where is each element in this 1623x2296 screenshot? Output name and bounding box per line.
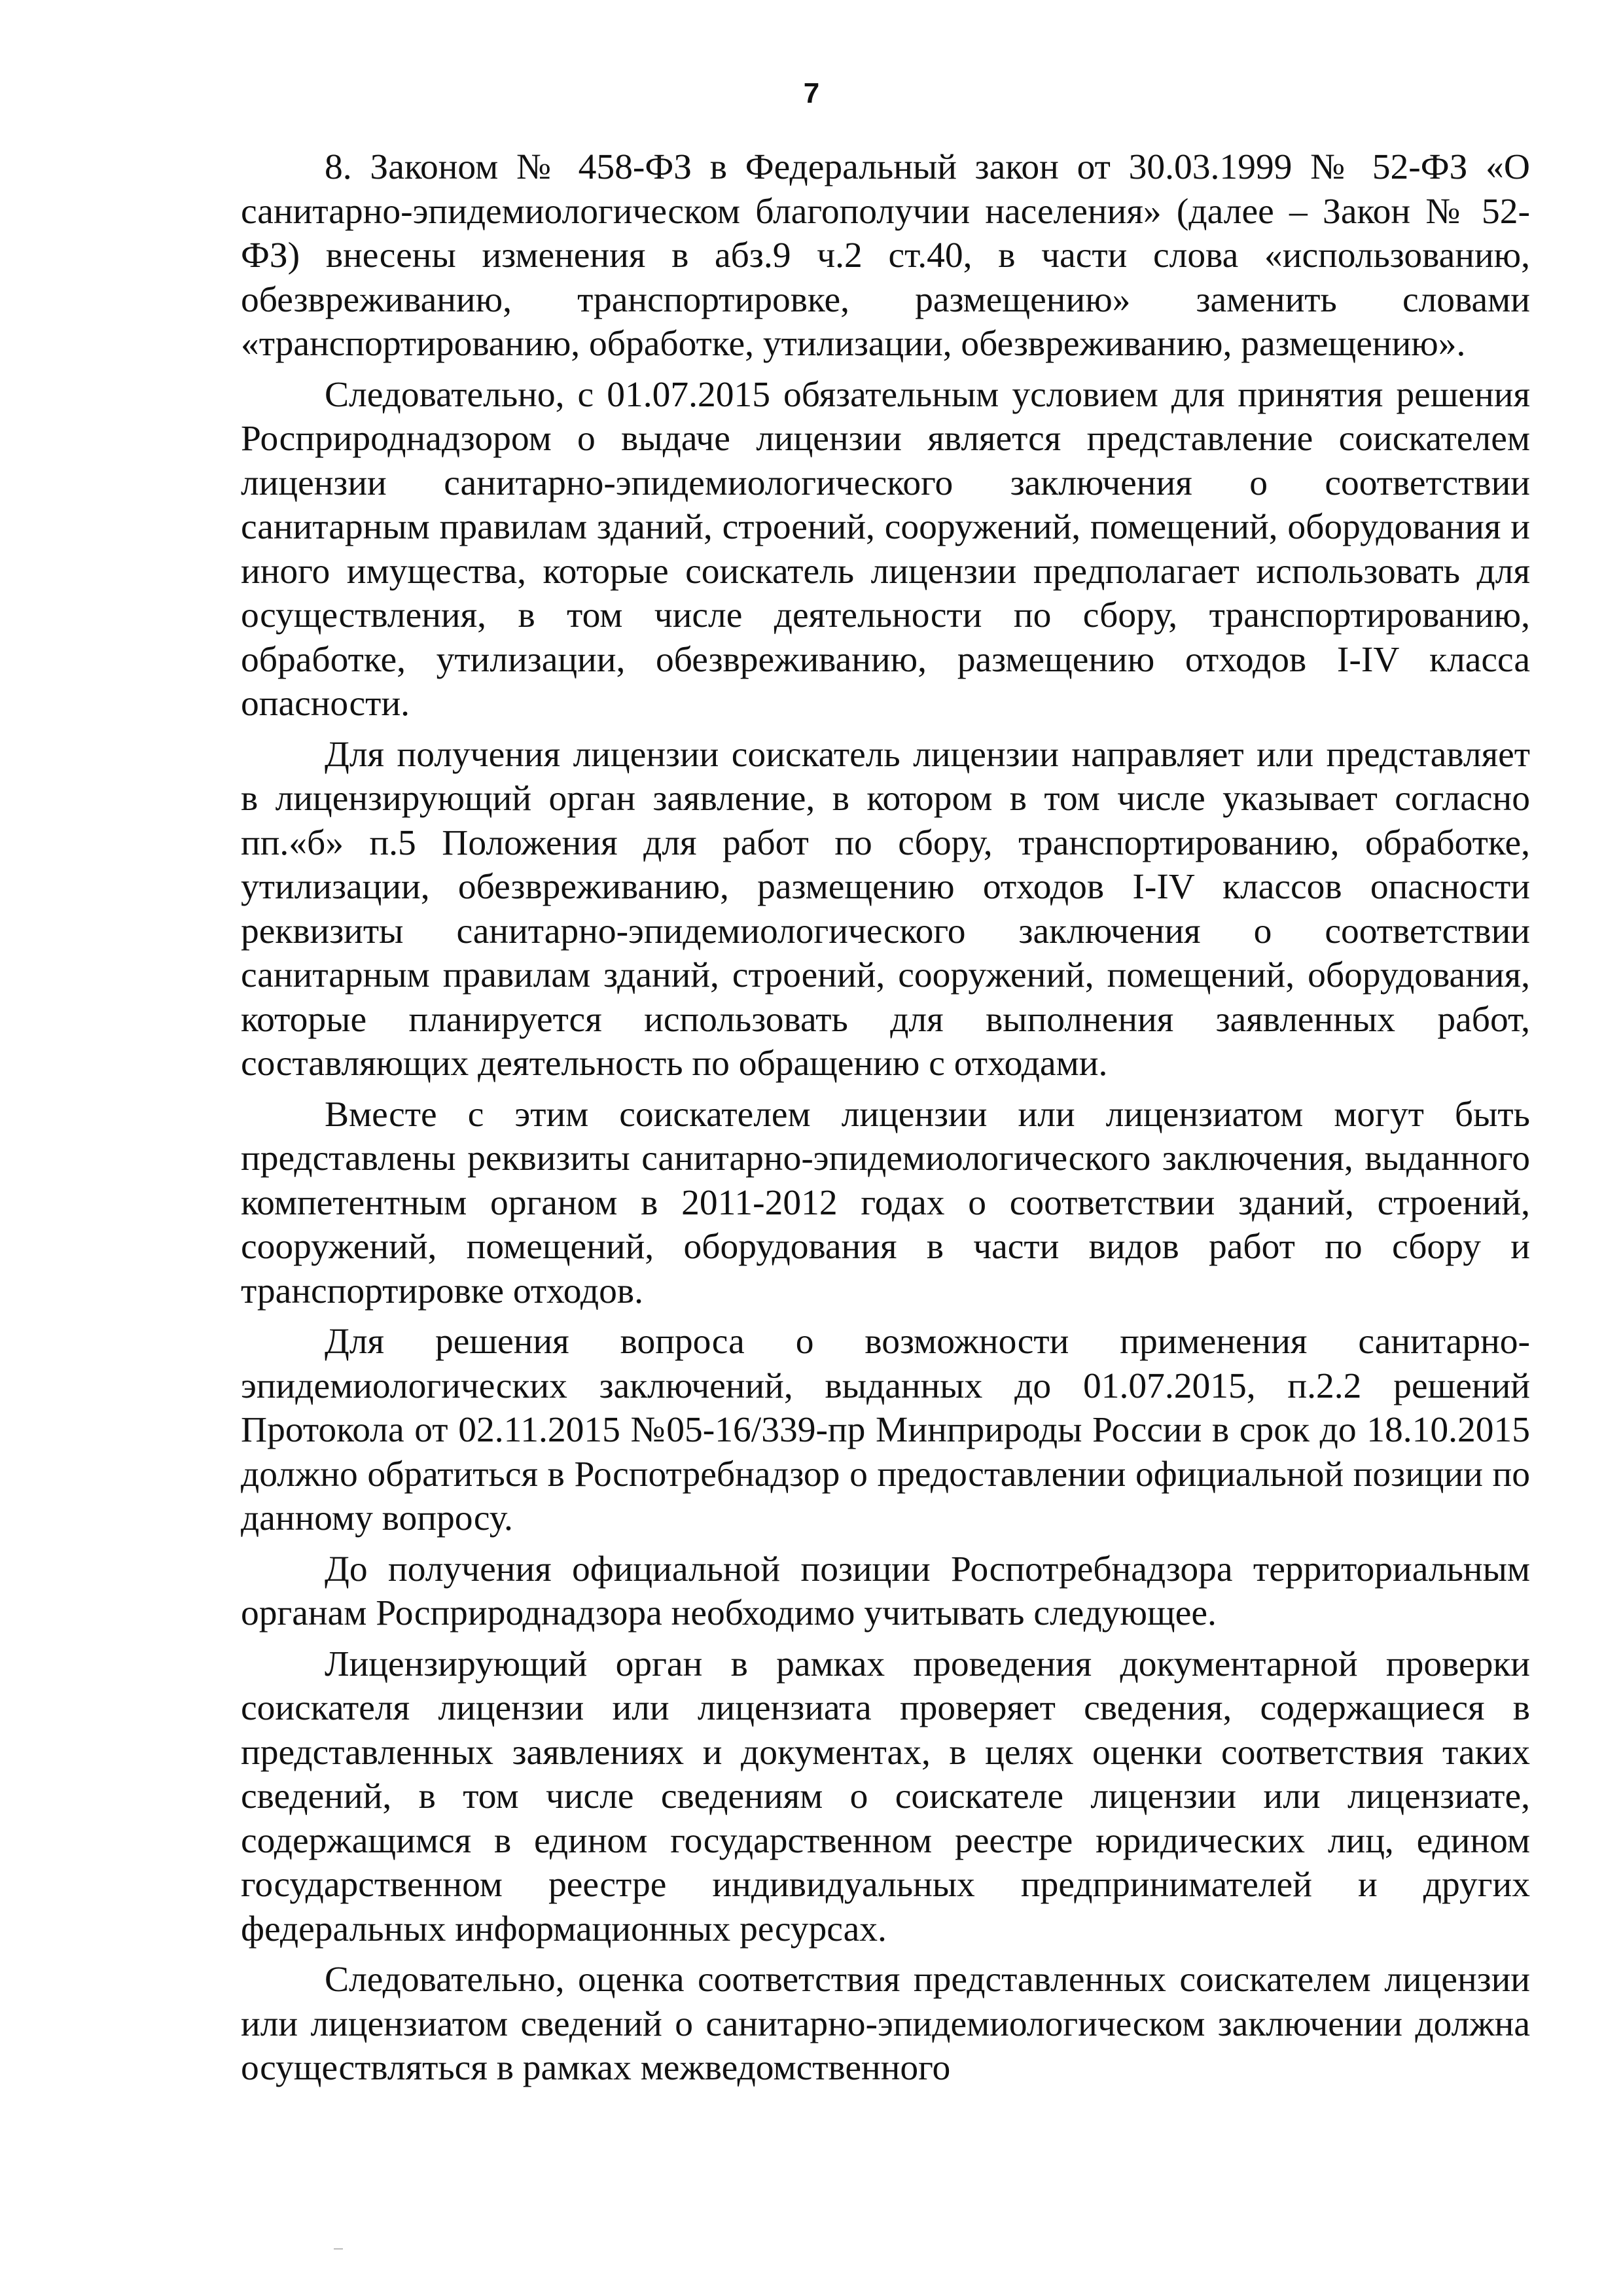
- scan-mark: [334, 2248, 343, 2250]
- page-number: 7: [803, 77, 820, 109]
- paragraph-documentary-check: Лицензирующий орган в рамках проведения документарной проверки соискателя лицензии или лицензиата проверяет сведения, содержащиеся в представленных заявлениях и документах, в целях оценки соответствия таких сведений, в том числе сведениям о соискателе лицензии или лицензиате, содержащимся в едином государственном реестре юридических лиц, едином государственном реестре индивидуальных предпринимателей и других федеральных информационных ресурсах.: [241, 1644, 1530, 1949]
- paragraph-license-application: Для получения лицензии соискатель лицензии направляет или представляет в лицензирующий орган заявление, в котором в том числе указывает согласно пп.«б» п.5 Положения для работ по сбору, транспортированию, обработке, утилизации, обезвреживанию, размещению отходов I-IV классов опасности реквизиты санитарно-эпидемиологического заключения о соответствии санитарным правилам зданий, строений, сооружений, помещений, оборудования, которые планируется использовать для выполнения заявленных работ, составляющих деятельность по обращению с отходами.: [241, 734, 1530, 1084]
- paragraph-interim-guidance: До получения официальной позиции Роспотребнадзора территориальным органам Росприроднадзора необходимо учитывать следующее.: [241, 1549, 1530, 1633]
- paragraph-protocol-decision: Для решения вопроса о возможности применения санитарно-эпидемиологических заключений, выданных до 01.07.2015, п.2.2 решений Протокола от 02.11.2015 №05-16/339-пр Минприроды России в срок до 18.10.2015 должно обратиться в Роспотребнадзор о предоставлении официальной позиции по данному вопросу.: [241, 1322, 1530, 1538]
- document-body: [241, 145, 1530, 2097]
- paragraph-law-458-amendment: 8. Законом № 458-ФЗ в Федеральный закон от 30.03.1999 № 52-ФЗ «О санитарно-эпидемиологическом благополучии населения» (далее – Закон № 52-ФЗ) внесены изменения в абз.9 ч.2 ст.40, в части слова «использованию, обезвреживанию, транспортировке, размещению» заменить словами «транспортированию, обработке, утилизации, обезвреживанию, размещению».: [241, 147, 1530, 364]
- paragraph-mandatory-condition: Следовательно, с 01.07.2015 обязательным условием для принятия решения Росприроднадзором о выдаче лицензии является представление соискателем лицензии санитарно-эпидемиологического заключения о соответствии санитарным правилам зданий, строений, сооружений, помещений, оборудования и иного имущества, которые соискатель лицензии предполагает использовать для осуществления, в том числе деятельности по сбору, транспортированию, обработке, утилизации, обезвреживанию, размещению отходов I-IV класса опасности.: [241, 374, 1530, 724]
- paragraph-2011-2012-conclusions: Вместе с этим соискателем лицензии или лицензиатом могут быть представлены реквизиты санитарно-эпидемиологического заключения, выданного компетентным органом в 2011-2012 годах о соответствии зданий, строений, сооружений, помещений, оборудования в части видов работ по сбору и транспортировке отходов.: [241, 1094, 1530, 1311]
- paragraph-conclusion: Следовательно, оценка соответствия представленных соискателем лицензии или лицензиатом сведений о санитарно-эпидемиологическом заключении должна осуществляться в рамках межведомственного: [241, 1960, 1530, 2088]
